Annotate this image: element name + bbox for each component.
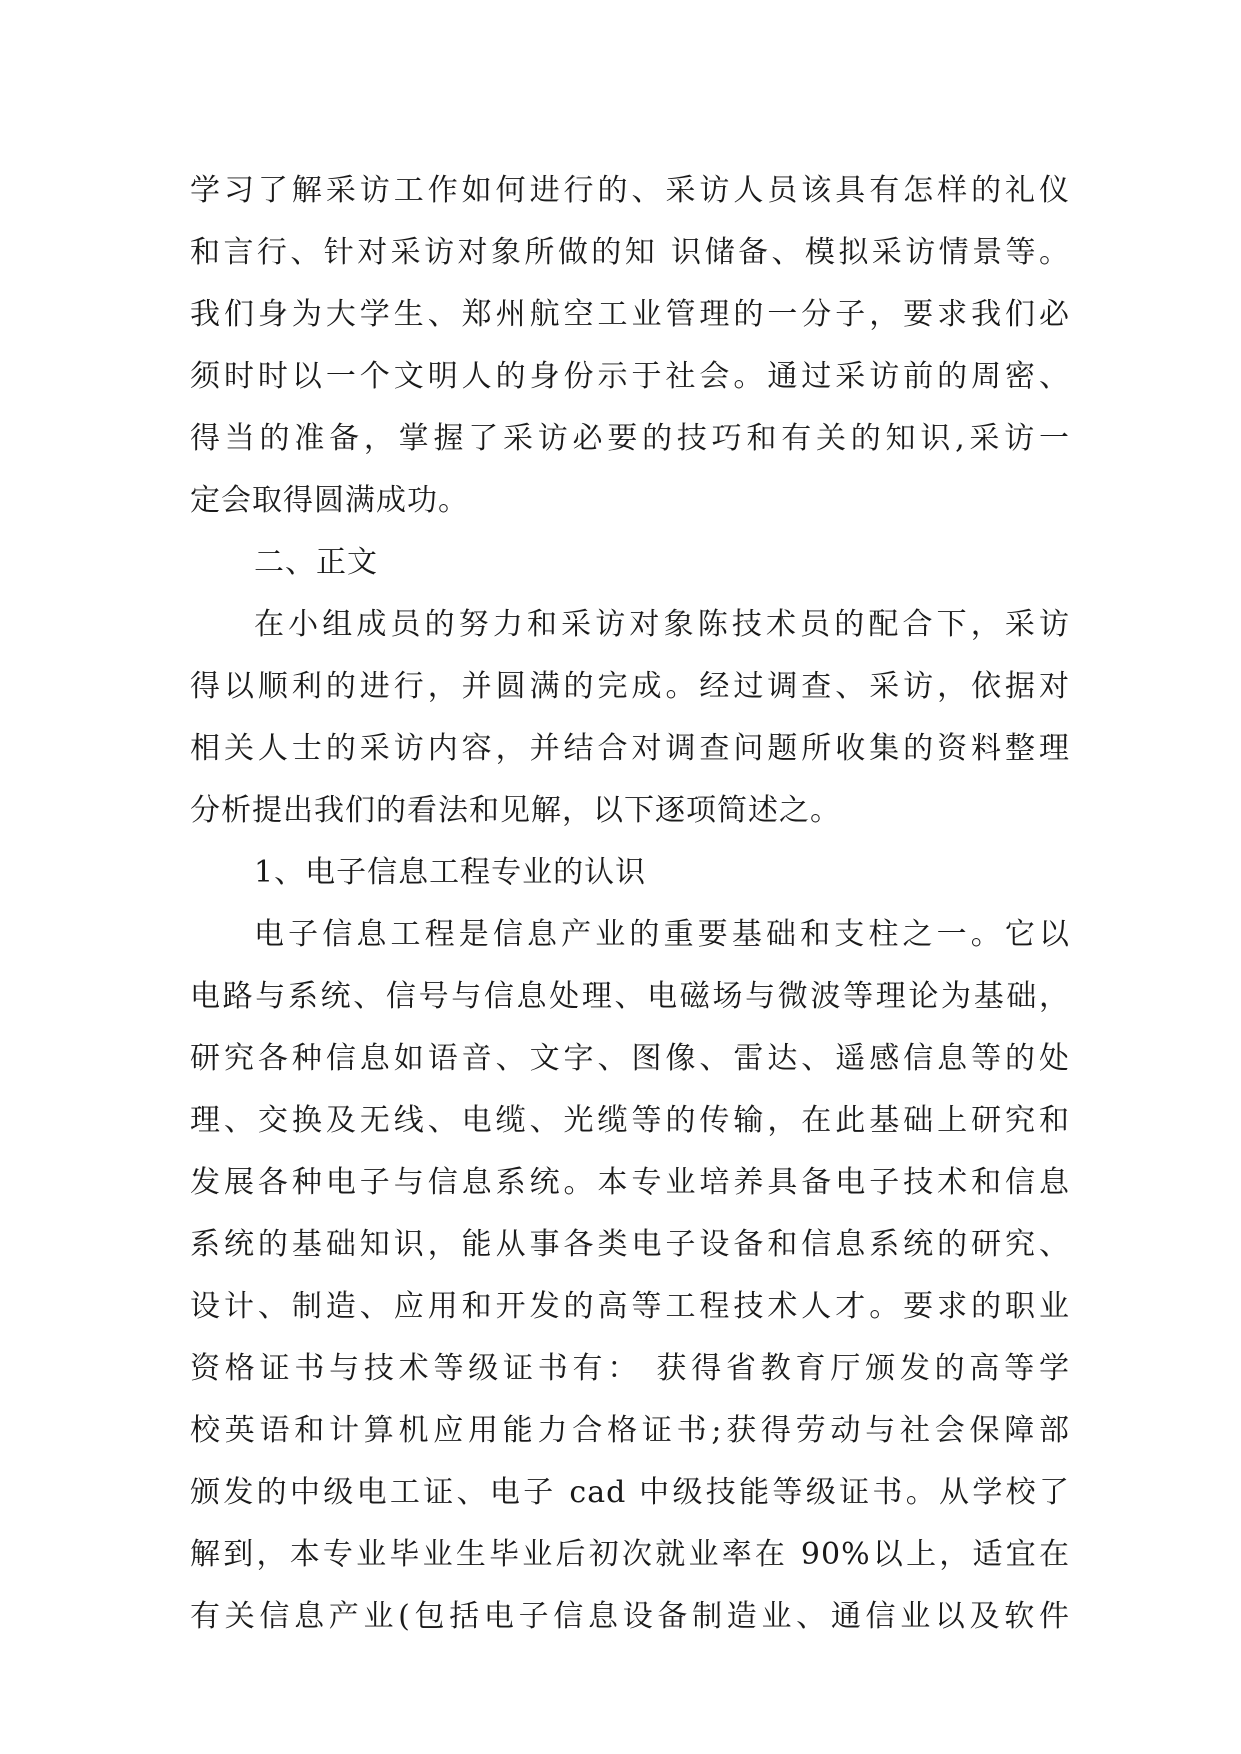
text-line: 解到，本专业毕业生毕业后初次就业率在 90%以上，适宜在 xyxy=(190,1537,1070,1572)
text-line: 定会取得圆满成功。 xyxy=(190,483,469,518)
subsection-heading: 1、电子信息工程专业的认识 xyxy=(254,855,647,890)
text-line: 和言行、针对采访对象所做的知 识储备、模拟采访情景等。 xyxy=(190,235,1070,270)
text-line: 资格证书与技术等级证书有： 获得省教育厅颁发的高等学 xyxy=(190,1351,1070,1386)
text-line: 颁发的中级电工证、电子 cad 中级技能等级证书。从学校了 xyxy=(190,1475,1070,1510)
text-line: 有关信息产业(包括电子信息设备制造业、通信业以及软件 xyxy=(190,1599,1070,1634)
text-line: 在小组成员的努力和采访对象陈技术员的配合下，采访 xyxy=(254,607,1070,642)
text-line: 分析提出我们的看法和见解，以下逐项简述之。 xyxy=(190,793,841,828)
text-line: 学习了解采访工作如何进行的、采访人员该具有怎样的礼仪 xyxy=(190,173,1070,208)
text-line: 研究各种信息如语音、文字、图像、雷达、遥感信息等的处 xyxy=(190,1041,1070,1076)
text-line: 系统的基础知识，能从事各类电子设备和信息系统的研究、 xyxy=(190,1227,1070,1262)
text-line: 电子信息工程是信息产业的重要基础和支柱之一。它以 xyxy=(254,917,1070,952)
text-line: 相关人士的采访内容，并结合对调查问题所收集的资料整理 xyxy=(190,731,1070,766)
text-line: 发展各种电子与信息系统。本专业培养具备电子技术和信息 xyxy=(190,1165,1070,1200)
text-line: 得以顺利的进行，并圆满的完成。经过调查、采访，依据对 xyxy=(190,669,1070,704)
text-line: 得当的准备，掌握了采访必要的技巧和有关的知识,采访一 xyxy=(190,421,1070,456)
section-heading: 二、正文 xyxy=(254,545,378,580)
document-body xyxy=(190,160,1070,1648)
text-line: 校英语和计算机应用能力合格证书;获得劳动与社会保障部 xyxy=(190,1413,1070,1448)
text-line: 理、交换及无线、电缆、光缆等的传输，在此基础上研究和 xyxy=(190,1103,1070,1138)
text-line: 电路与系统、信号与信息处理、电磁场与微波等理论为基础， xyxy=(190,979,1070,1014)
text-line: 须时时以一个文明人的身份示于社会。通过采访前的周密、 xyxy=(190,359,1070,394)
text-line: 设计、制造、应用和开发的高等工程技术人才。要求的职业 xyxy=(190,1289,1070,1324)
text-line: 我们身为大学生、郑州航空工业管理的一分子，要求我们必 xyxy=(190,297,1070,332)
